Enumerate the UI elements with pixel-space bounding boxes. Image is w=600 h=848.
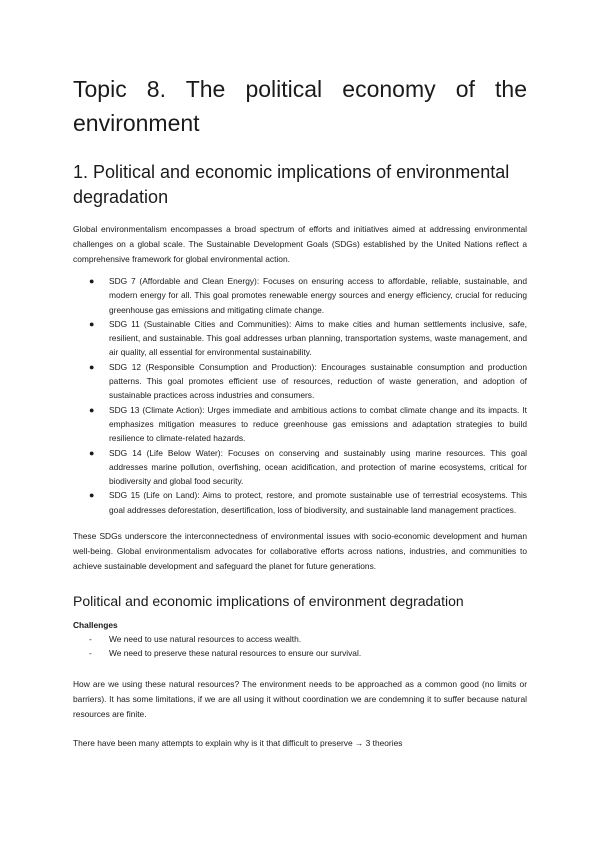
bullet-icon: ● <box>89 318 95 329</box>
bullet-icon: ● <box>89 447 95 458</box>
list-item: ● SDG 13 (Climate Action): Urges immediate and ambitious actions to combat climate change and its impacts. It emphasizes mitigation measures to reduce greenhouse gas emissions and adaptation strategies to build resilience to climate-related hazards. <box>89 404 527 444</box>
list-item: ● SDG 12 (Responsible Consumption and Production): Encourages sustainable consumption and production patterns. This goal promotes efficient use of resources, reduction of waste generation, and adoption of sustainable practices across industries and consumers. <box>89 361 527 401</box>
dash-icon: - <box>89 648 92 659</box>
bullet-icon: ● <box>89 490 95 501</box>
natural-resources-paragraph: How are we using these natural resources? The environment needs to be approached as a common good (no limits or barriers). It has some limitations, if we are all using it without coordination we are condemning it to suffer because natural resources are finite. <box>73 679 527 720</box>
bullet-icon: ● <box>89 361 95 372</box>
dash-icon: - <box>89 634 92 645</box>
section-1-conclusion: These SDGs underscore the interconnectedness of environmental issues with socio-economic development and human well-being. Global environmentalism advocates for collaborative efforts across nations, industries, and communities to achieve sustainable development and safeguard the planet for future generations. <box>73 531 527 572</box>
challenges-list <box>73 632 527 660</box>
list-item: ● SDG 7 (Affordable and Clean Energy): Focuses on ensuring access to affordable, reliable, sustainable, and modern energy for all. This goal promotes renewable energy sources and energy efficiency, crucial for reducing greenhouse gas emissions and mitigating climate change. <box>89 276 527 315</box>
list-item: ● SDG 15 (Life on Land): Aims to protect, restore, and promote sustainable use of terrestrial ecosystems. This goal addresses deforestation, desertification, loss of biodiversity, and sustainable land management practices. <box>89 490 527 515</box>
section-2-heading: Political and economic implications of environment degradation <box>73 593 464 610</box>
challenges-label: Challenges <box>73 620 118 631</box>
theories-paragraph: There have been many attempts to explain why is it that difficult to preserve → 3 theories <box>73 738 403 749</box>
section-1-intro: Global environmentalism encompasses a broad spectrum of efforts and initiatives aimed at addressing environmental challenges on a global scale. The Sustainable Development Goals (SDGs) established by the United Nations reflect a comprehensive framework for global environmental action. <box>73 224 527 264</box>
sdg-list <box>73 274 527 517</box>
section-1-heading: 1. Political and economic implications of environmental degradation <box>73 162 510 207</box>
document-title: Topic 8. The political economy of the environment <box>73 76 527 136</box>
list-item: ● SDG 14 (Life Below Water): Focuses on conserving and sustainably using marine resources. This goal addresses marine pollution, overfishing, ocean acidification, and protection of marine ecosystems, critical for biodiversity and global food security. <box>89 447 527 487</box>
list-item: - We need to use natural resources to access wealth. <box>89 634 302 645</box>
bullet-icon: ● <box>89 404 95 415</box>
list-item: ● SDG 11 (Sustainable Cities and Communities): Aims to make cities and human settlements inclusive, safe, resilient, and sustainable. This goal addresses urban planning, transportation systems, waste management, and air quality, all essential for environmental sustainability. <box>89 318 527 358</box>
bullet-icon: ● <box>89 276 95 286</box>
list-item: - We need to preserve these natural resources to ensure our survival. <box>89 648 362 659</box>
page-content <box>73 72 527 751</box>
